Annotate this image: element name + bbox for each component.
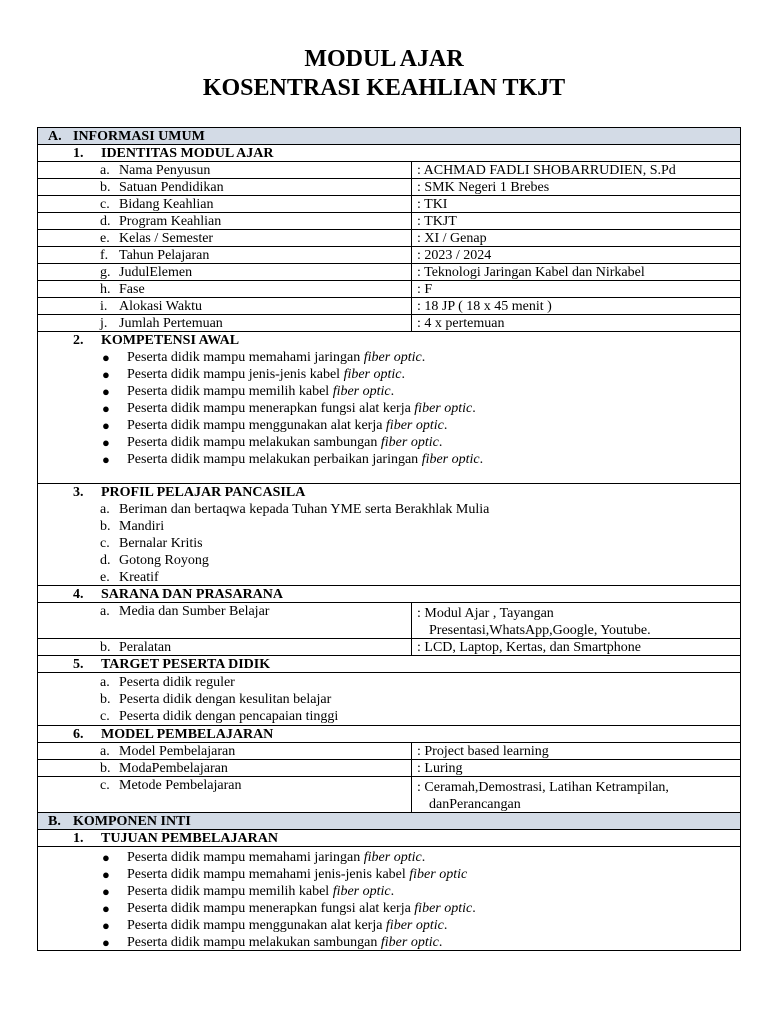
tujuan-item-term: fiber optic: [409, 867, 468, 882]
section-b-label: KOMPONEN INTI: [73, 814, 191, 829]
identitas-row: [38, 213, 740, 230]
identitas-row: [38, 298, 740, 315]
tujuan-item-tail: .: [438, 935, 443, 950]
target-number: 5.: [73, 657, 84, 672]
kompetensi-item-tail: .: [479, 452, 484, 467]
tujuan-item: [38, 900, 740, 917]
model-row: [38, 743, 740, 760]
kompetensi-item-tail: .: [390, 384, 395, 399]
profil-item-text: Gotong Royong: [119, 553, 209, 568]
kompetensi-item-term: fiber optic: [343, 367, 402, 382]
kompetensi-item-text: [127, 417, 447, 434]
tujuan-number: 1.: [73, 831, 84, 846]
sarana-row-value-continued: Presentasi,WhatsApp,Google, Youtube.: [429, 623, 651, 638]
bullet-icon: ●: [102, 435, 110, 450]
identitas-row-letter: c.: [100, 197, 110, 212]
kompetensi-item-term: fiber optic: [363, 350, 422, 365]
tujuan-item-term: fiber optic: [414, 901, 473, 916]
model-row-label: ModaPembelajaran: [119, 761, 228, 776]
bullet-icon: ●: [102, 935, 110, 950]
identitas-row-label: Satuan Pendidikan: [119, 180, 224, 195]
identitas-row-letter: i.: [100, 299, 108, 314]
kompetensi-item: [38, 417, 740, 434]
tujuan-item-term: fiber optic: [380, 935, 439, 950]
profil-item: [38, 501, 740, 518]
target-item-letter: b.: [100, 692, 111, 707]
sarana-number: 4.: [73, 587, 84, 602]
identitas-row-label: Tahun Pelajaran: [119, 248, 210, 263]
profil-item-letter: d.: [100, 553, 111, 568]
tujuan-item: [38, 917, 740, 934]
kompetensi-item-lead: Peserta didik mampu melakukan perbaikan jaringan: [127, 452, 422, 467]
target-item-text: Peserta didik dengan kesulitan belajar: [119, 692, 332, 707]
kompetensi-item-lead: Peserta didik mampu memilih kabel: [127, 384, 333, 399]
identitas-rows: [38, 162, 740, 332]
kompetensi-item: [38, 400, 740, 417]
bullet-icon: ●: [102, 418, 110, 433]
tujuan-item-lead: Peserta didik mampu menggunakan alat kerja: [127, 918, 386, 933]
sarana-header: [38, 586, 740, 603]
kompetensi-header: [38, 332, 740, 349]
kompetensi-item-text: [127, 451, 483, 468]
identitas-row-letter: d.: [100, 214, 111, 229]
tujuan-header: [38, 830, 740, 847]
bullet-icon: ●: [102, 350, 110, 365]
kompetensi-item: [38, 434, 740, 451]
section-b-header: [38, 813, 740, 830]
identitas-row-label: Fase: [119, 282, 145, 297]
tujuan-item-text: [127, 866, 467, 883]
profil-item-letter: c.: [100, 536, 110, 551]
bullet-icon: ●: [102, 867, 110, 882]
kompetensi-item-text: [127, 434, 442, 451]
identitas-row-value: : 18 JP ( 18 x 45 menit ): [417, 299, 552, 314]
tujuan-item-lead: Peserta didik mampu memahami jaringan: [127, 850, 364, 865]
model-label: MODEL PEMBELAJARAN: [101, 727, 274, 742]
model-header: [38, 726, 740, 743]
bullet-icon: ●: [102, 850, 110, 865]
identitas-row-value: : 4 x pertemuan: [417, 316, 505, 331]
kompetensi-item-tail: .: [443, 418, 448, 433]
kompetensi-item-lead: Peserta didik mampu jenis-jenis kabel: [127, 367, 344, 382]
identitas-row-letter: g.: [100, 265, 111, 280]
model-row-label: Model Pembelajaran: [119, 744, 236, 759]
tujuan-item-tail: .: [472, 901, 476, 916]
bullet-icon: ●: [102, 901, 110, 916]
target-item: [38, 674, 740, 691]
identitas-row-label: Nama Penyusun: [119, 163, 211, 178]
profil-item-letter: a.: [100, 502, 110, 517]
model-row: [38, 760, 740, 777]
model-row-value: : Project based learning: [417, 744, 549, 759]
kompetensi-item-tail: .: [438, 435, 443, 450]
identitas-row-value: : F: [417, 282, 433, 297]
tujuan-section: [38, 847, 740, 950]
tujuan-item-text: [127, 900, 476, 917]
identitas-row-label: Bidang Keahlian: [119, 197, 214, 212]
sarana-row-value: : LCD, Laptop, Kertas, dan Smartphone: [417, 640, 641, 655]
tujuan-item-term: fiber optic: [385, 918, 444, 933]
kompetensi-item: [38, 349, 740, 366]
identitas-row: [38, 247, 740, 264]
model-row-letter: c.: [100, 778, 110, 793]
identitas-header: [38, 145, 740, 162]
bullet-icon: ●: [102, 918, 110, 933]
kompetensi-item: [38, 451, 740, 468]
profil-item-text: Bernalar Kritis: [119, 536, 203, 551]
model-row-value: : Ceramah,Demostrasi, Latihan Ketrampilan,: [417, 780, 669, 795]
target-item-letter: a.: [100, 675, 110, 690]
target-header: [38, 656, 740, 673]
identitas-label: IDENTITAS MODUL AJAR: [101, 146, 274, 161]
tujuan-item-lead: Peserta didik mampu menerapkan fungsi alat kerja: [127, 901, 415, 916]
profil-item: [38, 569, 740, 586]
identitas-row: [38, 179, 740, 196]
tujuan-item-term: fiber optic: [332, 884, 391, 899]
tujuan-item: [38, 849, 740, 866]
target-item-letter: c.: [100, 709, 110, 724]
profil-number: 3.: [73, 485, 84, 500]
sarana-row-peralatan: [38, 639, 740, 656]
identitas-row-value: : Teknologi Jaringan Kabel dan Nirkabel: [417, 265, 645, 280]
identitas-row-letter: e.: [100, 231, 110, 246]
model-row-letter: b.: [100, 761, 111, 776]
kompetensi-item-text: [127, 400, 476, 417]
kompetensi-item-term: fiber optic: [332, 384, 391, 399]
section-a-header: [38, 128, 740, 145]
kompetensi-item-lead: Peserta didik mampu menerapkan fungsi alat kerja: [127, 401, 415, 416]
identitas-row-label: JudulElemen: [119, 265, 193, 280]
identitas-row-value: : TKJT: [417, 214, 457, 229]
tujuan-item-lead: Peserta didik mampu melakukan sambungan: [127, 935, 381, 950]
model-row-value: : Luring: [417, 761, 463, 776]
profil-item-letter: b.: [100, 519, 111, 534]
sarana-row-label: Peralatan: [119, 640, 172, 655]
model-number: 6.: [73, 727, 84, 742]
tujuan-item-text: [127, 883, 394, 900]
identitas-row: [38, 315, 740, 332]
model-row-value-continued: danPerancangan: [429, 797, 521, 812]
model-row: [38, 777, 740, 813]
kompetensi-list: [38, 349, 740, 468]
identitas-row: [38, 162, 740, 179]
target-section: [38, 673, 740, 726]
identitas-row-value: : 2023 / 2024: [417, 248, 492, 263]
kompetensi-item-term: fiber optic: [421, 452, 480, 467]
profil-item: [38, 535, 740, 552]
kompetensi-item-lead: Peserta didik mampu menggunakan alat kerja: [127, 418, 386, 433]
target-item: [38, 708, 740, 725]
kompetensi-item-text: [127, 383, 394, 400]
tujuan-item: [38, 883, 740, 900]
kompetensi-item-lead: Peserta didik mampu memahami jaringan: [127, 350, 364, 365]
identitas-number: 1.: [73, 146, 84, 161]
identitas-row-value: : XI / Genap: [417, 231, 487, 246]
model-row-label: Metode Pembelajaran: [119, 778, 242, 793]
identitas-row-letter: f.: [100, 248, 109, 263]
profil-item: [38, 552, 740, 569]
sarana-row-value: : Modul Ajar , Tayangan: [417, 606, 554, 621]
identitas-row-label: Kelas / Semester: [119, 231, 214, 246]
kompetensi-item: [38, 366, 740, 383]
sarana-row-media: [38, 603, 740, 639]
identitas-row-value: : ACHMAD FADLI SHOBARRUDIEN, S.Pd: [417, 163, 676, 178]
profil-header: [38, 484, 740, 501]
tujuan-item-lead: Peserta didik mampu memahami jenis-jenis kabel: [127, 867, 410, 882]
identitas-row-letter: b.: [100, 180, 111, 195]
document-subtitle: KOSENTRASI KEAHLIAN TKJT: [202, 75, 566, 101]
kompetensi-label: KOMPETENSI AWAL: [101, 333, 240, 348]
section-a-letter: A.: [48, 129, 62, 144]
kompetensi-item-term: fiber optic: [385, 418, 444, 433]
identitas-row: [38, 281, 740, 298]
bullet-icon: ●: [102, 884, 110, 899]
profil-list: [38, 501, 740, 586]
profil-item-text: Beriman dan bertaqwa kepada Tuhan YME serta Berakhlak Mulia: [119, 502, 490, 517]
kompetensi-item-term: fiber optic: [380, 435, 439, 450]
profil-item-text: Kreatif: [119, 570, 159, 585]
identitas-row-letter: h.: [100, 282, 111, 297]
profil-item: [38, 518, 740, 535]
tujuan-item: [38, 866, 740, 883]
tujuan-item-tail: .: [421, 850, 426, 865]
target-item-text: Peserta didik dengan pencapaian tinggi: [119, 709, 339, 724]
bullet-icon: ●: [102, 452, 110, 467]
target-item: [38, 691, 740, 708]
identitas-row-letter: a.: [100, 163, 110, 178]
tujuan-item-tail: .: [443, 918, 448, 933]
kompetensi-item-text: [127, 349, 425, 366]
kompetensi-item-term: fiber optic: [414, 401, 473, 416]
tujuan-label: TUJUAN PEMBELAJARAN: [101, 831, 278, 846]
identitas-row: [38, 264, 740, 281]
identitas-row: [38, 196, 740, 213]
section-a-label: INFORMASI UMUM: [73, 129, 205, 144]
target-item-text: Peserta didik reguler: [119, 675, 235, 690]
identitas-row-label: Jumlah Pertemuan: [119, 316, 223, 331]
profil-label: PROFIL PELAJAR PANCASILA: [101, 485, 306, 500]
tujuan-item-tail: .: [390, 884, 395, 899]
profil-item-letter: e.: [100, 570, 110, 585]
section-b-letter: B.: [48, 814, 61, 829]
kompetensi-item-tail: .: [421, 350, 426, 365]
identitas-row-letter: j.: [100, 316, 108, 331]
sarana-label: SARANA DAN PRASARANA: [101, 587, 284, 602]
bullet-icon: ●: [102, 367, 110, 382]
sarana-row-letter: a.: [100, 604, 110, 619]
tujuan-item: [38, 934, 740, 951]
target-label: TARGET PESERTA DIDIK: [101, 657, 271, 672]
tujuan-item-term: fiber optic: [363, 850, 422, 865]
identitas-row-value: : SMK Negeri 1 Brebes: [417, 180, 550, 195]
tujuan-item-text: [127, 934, 442, 951]
profil-section: [38, 484, 740, 586]
kompetensi-item: [38, 383, 740, 400]
bullet-icon: ●: [102, 384, 110, 399]
identitas-row: [38, 230, 740, 247]
identitas-row-label: Program Keahlian: [119, 214, 222, 229]
tujuan-item-text: [127, 849, 425, 866]
kompetensi-section: [38, 332, 740, 484]
document-title: MODUL AJAR: [304, 46, 464, 72]
kompetensi-item-tail: .: [472, 401, 476, 416]
sarana-row-letter: b.: [100, 640, 111, 655]
sarana-row-label: Media dan Sumber Belajar: [119, 604, 270, 619]
tujuan-item-lead: Peserta didik mampu memilih kabel: [127, 884, 333, 899]
tujuan-item-text: [127, 917, 447, 934]
tujuan-list: [38, 849, 740, 951]
model-row-letter: a.: [100, 744, 110, 759]
kompetensi-number: 2.: [73, 333, 84, 348]
identitas-row-label: Alokasi Waktu: [119, 299, 202, 314]
kompetensi-item-text: [127, 366, 405, 383]
module-table: [37, 127, 741, 951]
kompetensi-item-lead: Peserta didik mampu melakukan sambungan: [127, 435, 381, 450]
identitas-row-value: : TKI: [417, 197, 448, 212]
profil-item-text: Mandiri: [119, 519, 165, 534]
bullet-icon: ●: [102, 401, 110, 416]
target-list: [38, 674, 740, 725]
kompetensi-item-tail: .: [401, 367, 405, 382]
